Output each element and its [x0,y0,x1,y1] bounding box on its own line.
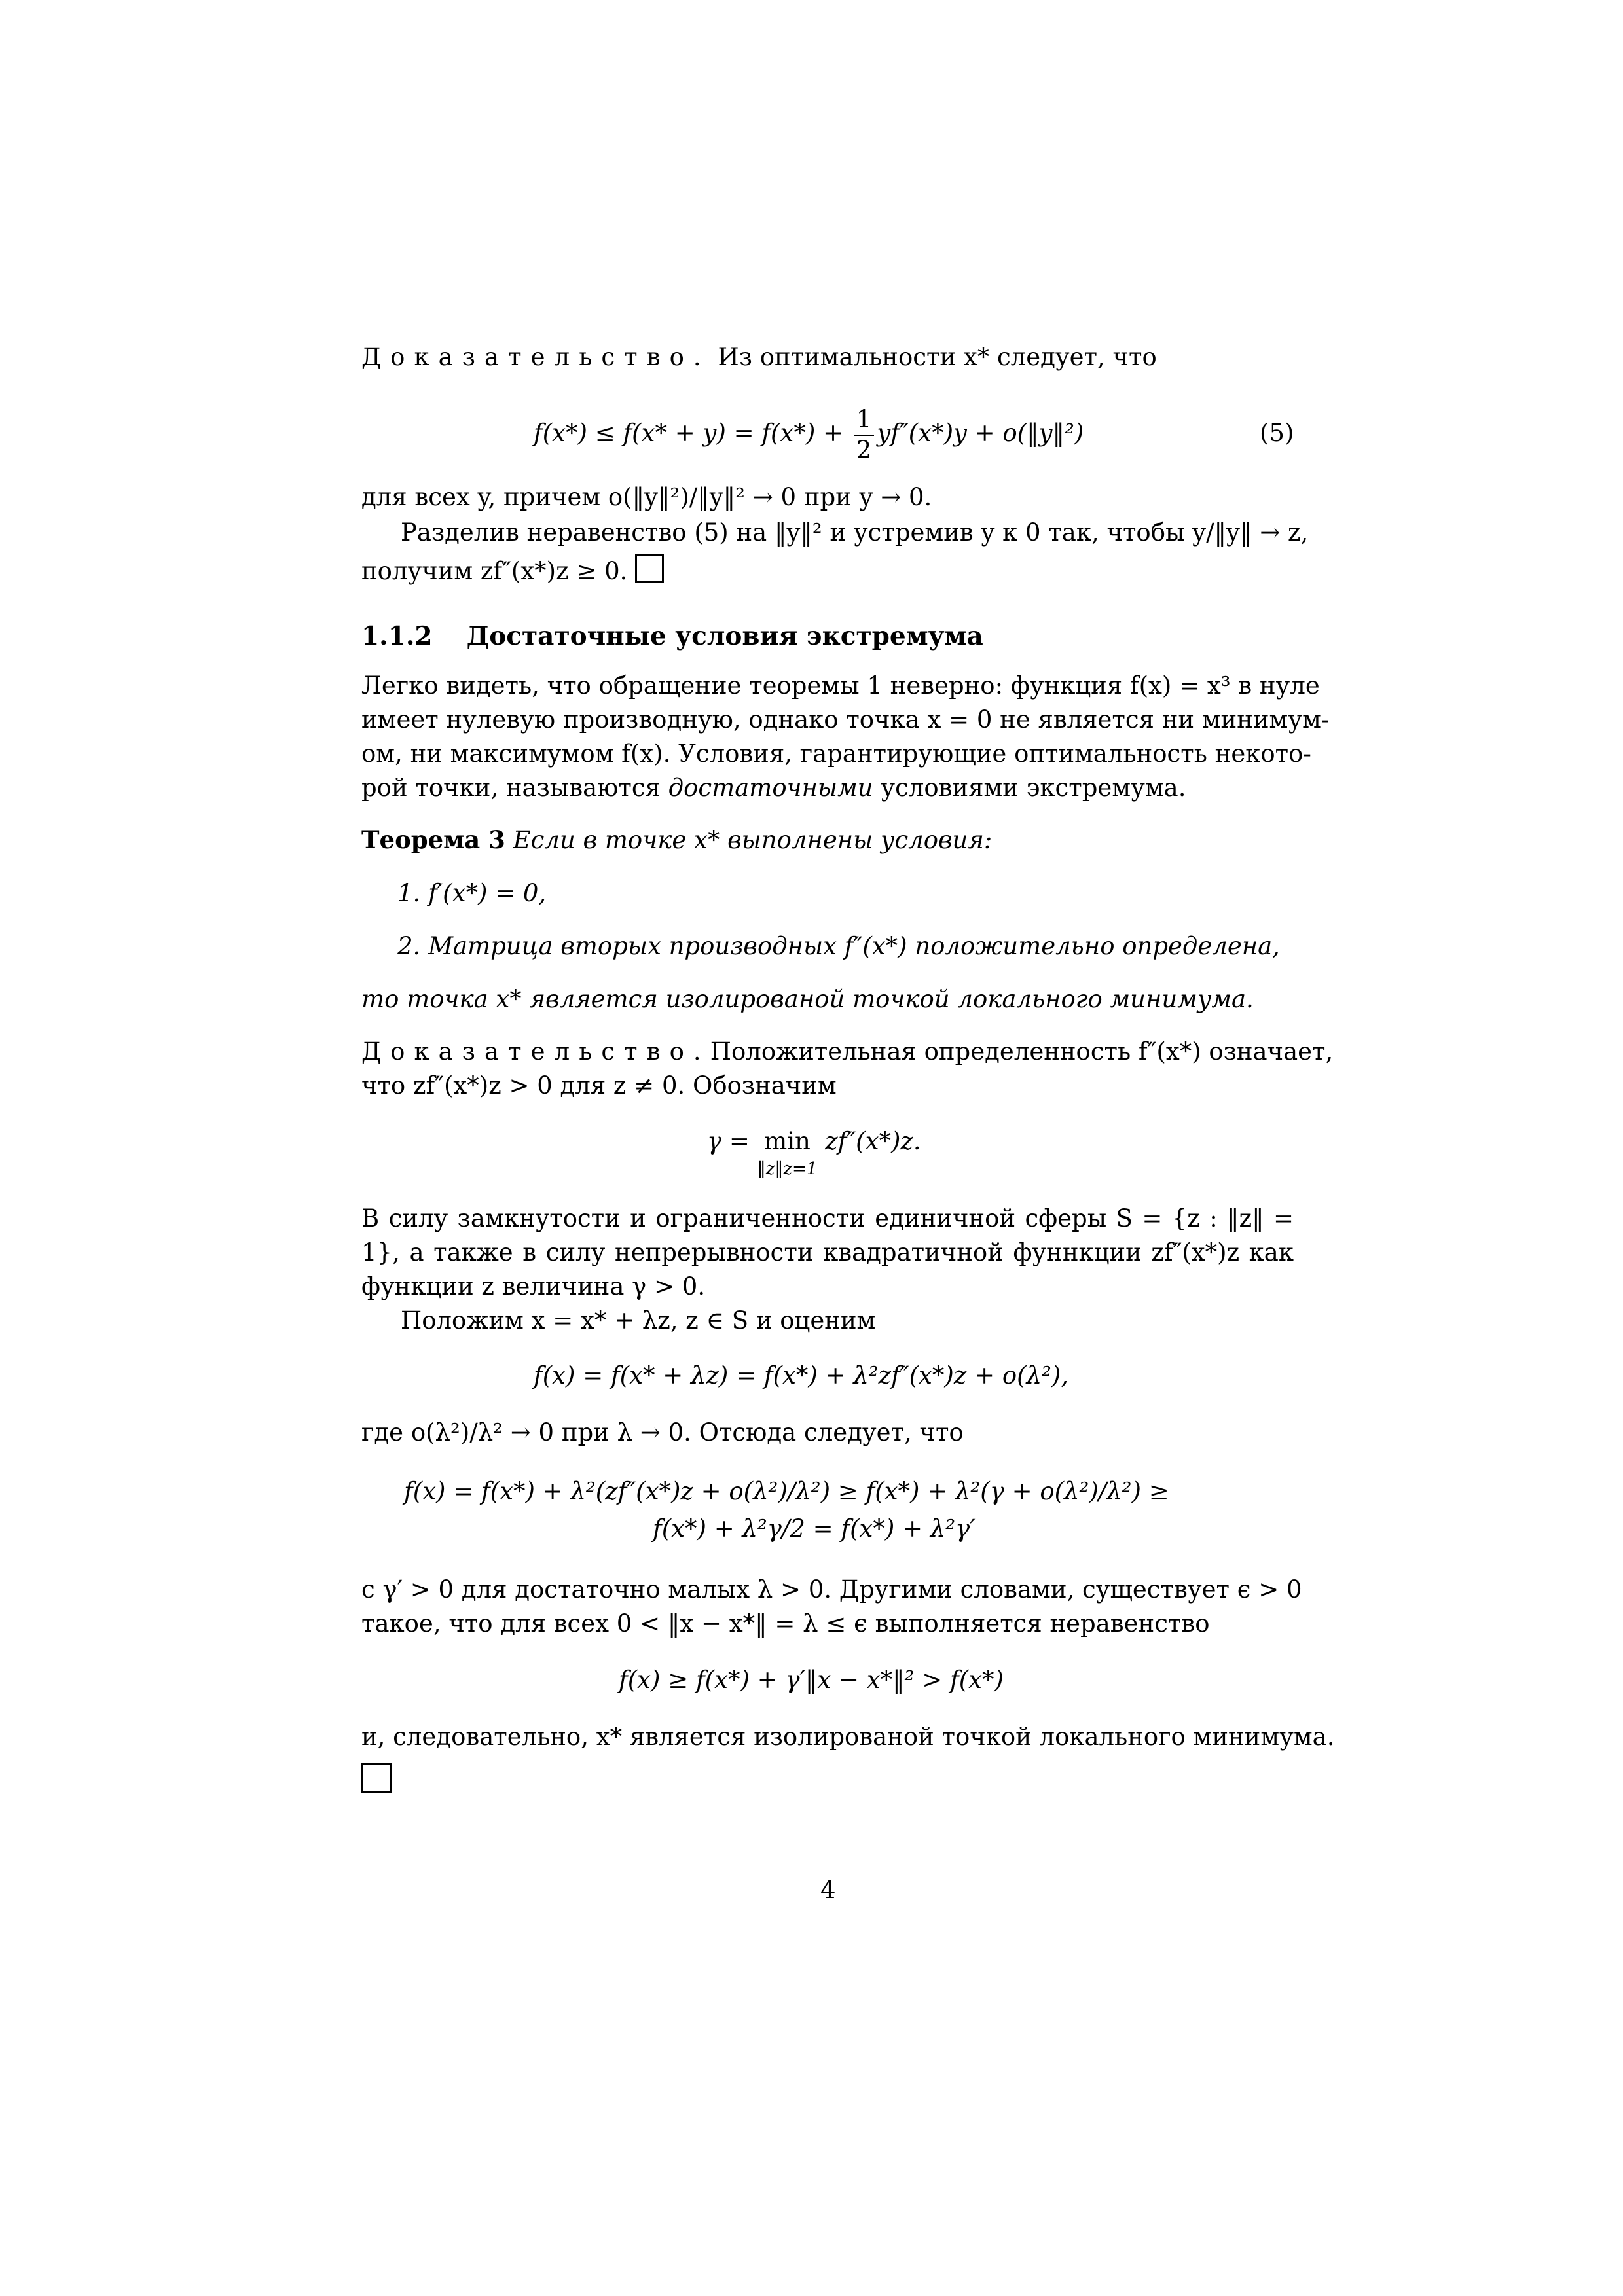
equation-expansion: f(x) = f(x* + λz) = f(x*) + λ²zf″(x*)z + o(λ²), [534,1361,1069,1390]
proof-label: Доказательство. [361,1037,710,1066]
intro-line-2: имеет нулевую производную, однако точка x = 0 не является ни минимум- [361,706,1330,734]
theorem-label: Теорема 3 [361,825,505,854]
qed-square-icon [361,1763,392,1793]
intro-line-1: Легко видеть, что обращение теоремы 1 неверно: функция f(x) = x³ в нуле [361,672,1320,700]
equation-final: f(x) ≥ f(x*) + γ′‖x − x*‖² > f(x*) [619,1666,1004,1694]
intro-line-4-start: рой точки, называются [361,774,668,802]
min-operator [757,1129,818,1181]
equation-5-fraction [854,406,875,463]
theorem-item-1 [397,881,546,905]
theorem-header [361,825,993,854]
intro-line-4 [361,776,1186,800]
theorem-item-2 [397,934,1280,958]
equation-5-tail: yf″(x*)y + o(‖y‖²) [877,419,1084,447]
paragraph-substitute: Положим x = x* + λz, z ∈ S и оценим [401,1306,876,1335]
paragraph-closure-line-3: функции z величина γ > 0. [361,1272,706,1300]
intro-line-3: ом, ни максимумом f(x). Условия, гарантирующие оптимальность некото- [361,740,1311,768]
intro-line-4-end: условиями экстремума. [873,774,1186,802]
theorem-conclusion: то точка x* является изолированой точкой локального минимума. [361,985,1254,1013]
item-1-text: f′(x*) = 0, [428,879,547,907]
section-title: Достаточные условия экстремума [466,621,983,651]
fraction-denominator: 2 [856,435,872,464]
gamma-lhs: γ = [707,1127,757,1155]
equation-bound-line-1: f(x) = f(x*) + λ²(zf″(x*)z + o(λ²)/λ²) ≥ f(x*) + λ²(γ + o(λ²)/λ²) ≥ [404,1477,1169,1505]
paragraph-limit: где o(λ²)/λ² → 0 при λ → 0. Отсюда следует, что [361,1418,964,1446]
section-heading [361,621,983,651]
paragraph-epsilon-line-2: такое, что для всех 0 < ‖x − x*‖ = λ ≤ ϵ выполняется неравенство [361,1609,1210,1638]
proof2-line-1: Положительная определенность f″(x*) означает, [710,1037,1334,1066]
proof1-line-2: для всех y, причем o(‖y‖²)/‖y‖² → 0 при y → 0. [361,483,932,511]
proof1-line-3: Разделив неравенство (5) на ‖y‖² и устремив y к 0 так, чтобы y/‖y‖ → z, [401,518,1309,547]
qed-square-icon [635,554,664,583]
min-subscript: ‖z‖z=1 [757,1159,818,1179]
section-number: 1.1.2 [361,621,433,651]
paragraph-closure-line-2: 1}, а также в силу непрерывности квадратичной фуннкции zf″(x*)z как [361,1238,1294,1266]
proof1-first-line [361,345,1157,369]
gamma-definition [707,1129,921,1181]
gamma-rhs: zf″(x*)z. [817,1127,921,1155]
proof1-line-4 [361,554,664,583]
item-2-text: Матрица вторых производных f″(x*) положительно определена, [428,932,1280,960]
paragraph-closure-line-1: В силу замкнутости и ограниченности единичной сферы S = {z : ‖z‖ = [361,1204,1294,1232]
theorem-statement: Если в точке x* выполнены условия: [513,826,993,854]
proof2-first-line [361,1037,1334,1066]
proof2-line-2: что zf″(x*)z > 0 для z ≠ 0. Обозначим [361,1071,837,1100]
proof1-lead: Из оптимальности x* следует, что [710,343,1157,371]
fraction-numerator: 1 [854,406,875,436]
min-label: min [764,1127,811,1155]
paragraph-conclusion: и, следовательно, x* является изолированой точкой локального минимума. [361,1723,1335,1751]
intro-emphasis: достаточными [668,774,873,802]
equation-5-head: f(x*) ≤ f(x* + y) = f(x*) + [534,419,851,447]
proof-label: Доказательство. [361,343,710,371]
equation-bound-line-2: f(x*) + λ²γ/2 = f(x*) + λ²γ′ [653,1515,976,1543]
proof1-line-4-text: получим zf″(x*)z ≥ 0. [361,557,628,585]
paragraph-epsilon-line-1: с γ′ > 0 для достаточно малых λ > 0. Другими словами, существует ϵ > 0 [361,1575,1302,1604]
equation-5 [534,404,1084,464]
item-2-number: 2. [397,932,421,960]
item-1-number: 1. [397,879,421,907]
equation-number: (5) [1260,419,1294,447]
page-number: 4 [820,1876,836,1904]
